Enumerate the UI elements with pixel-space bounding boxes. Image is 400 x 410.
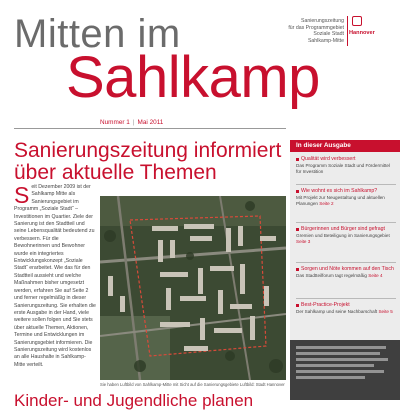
contents-item-title: Qualität wird verbessert — [301, 156, 356, 162]
issue-info — [100, 119, 163, 126]
contents-item-title: Bürgerinnen und Bürger sind gefragt — [301, 226, 385, 232]
contents-item-title: Wie wohnt es sich im Sahlkamp? — [301, 188, 378, 194]
contents-item-text: Mit Projekt zur Neugestaltung und aktuellen Planungen — [296, 195, 385, 207]
multilingual-notice-box — [290, 340, 400, 400]
contents-item-text: Das Programm Soziale Stadt und Fördermittel für Investition — [296, 163, 390, 175]
logo-divider — [347, 16, 348, 46]
article-body-text: eit Dezember 2009 ist der Sahlkamp Mitte als Sanierungsgebiet im Programm „Soziale Stadt“ – Investitionen im Quartier. Ziele der Sanierung ist den Stadtteil und seine Lebensqualität bedeutend zu verbessern. Für die Bewohnerinnen und Bewohner wurde ein integriertes Entwicklungskonzept „Soziale Stadt“ erarbeitet. Wie das für den Stadtteil aussieht und welche Maßnahmen bisher umgesetzt werden, erfahren Sie auf Seite 2 und ferner regelmäßig in dieser Sanierungszeitung. Sie erhalten die erste Ausgabe in der Hand, viele weitere sollen folgen und Sie stets über aktuelle Themen, Aktionen, Termine und Entwicklungen im Sanierungsgebiet informieren. Die Sanierungszeitung wird kostenlos an alle Haushalte in Sahlkamp-Mitte verteilt. — [14, 184, 96, 368]
contents-divider — [296, 184, 396, 185]
contents-item-page: Seite 4 — [368, 273, 383, 279]
photo-caption: Sie haben Luftbild von Sahlkamp-Mitte mit Sicht auf die Sanierungsgebiete Luftbild: Stadt Hannover — [100, 382, 285, 387]
bullet-icon — [296, 158, 299, 161]
contents-divider — [296, 222, 396, 223]
issue-separator: | — [132, 119, 135, 126]
masthead-title-line1: Mitten im — [14, 12, 181, 56]
masthead-subtitle — [276, 18, 344, 44]
bullet-icon — [296, 268, 299, 271]
bullet-icon — [296, 190, 299, 193]
city-logo-text: Hannover — [349, 30, 375, 36]
issue-number: Nummer 1 — [100, 119, 130, 126]
subtitle-line: Soziale Stadt — [313, 31, 344, 38]
bullet-icon — [296, 304, 299, 307]
article-body — [14, 184, 96, 369]
city-logo-icon — [352, 16, 362, 26]
contents-item[interactable] — [296, 302, 396, 315]
masthead-title-line2: Sahlkamp — [66, 45, 320, 110]
contents-item-text: Der Sahlkamp und seine Nachbarschaft — [296, 309, 378, 315]
contents-item-text: Gremien und Beteiligung im Sanierungsgebiet — [296, 233, 390, 239]
contents-item[interactable] — [296, 188, 396, 207]
contents-item-page: Seite 5 — [378, 309, 393, 315]
multilingual-notice-lines — [290, 340, 400, 379]
contents-header-label: In dieser Ausgabe — [296, 142, 351, 149]
contents-item-page: Seite 3 — [296, 239, 311, 245]
contents-item[interactable] — [296, 226, 396, 245]
subtitle-line: Sahlkamp-Mitte — [307, 37, 344, 44]
contents-item-text: Das Stadtteilforum tagt regelmäßig — [296, 273, 367, 279]
issue-date: Mai 2011 — [137, 119, 164, 126]
subtitle-line: für das Programmgebiet — [288, 24, 344, 31]
contents-item[interactable] — [296, 266, 396, 279]
contents-item-page: Seite 2 — [319, 201, 334, 207]
second-article-headline: Kinder- und Jugendliche planen — [14, 391, 254, 410]
subtitle-line: Sanierungszeitung — [301, 18, 344, 24]
bullet-icon — [296, 228, 299, 231]
masthead-rule — [14, 128, 286, 129]
contents-header — [290, 140, 400, 152]
aerial-photo — [100, 196, 286, 380]
aerial-photo-graphic — [100, 196, 286, 380]
contents-item-title: Sorgen und Nöte kommen auf den Tisch — [301, 266, 394, 272]
drop-cap: S — [14, 182, 30, 208]
contents-divider — [296, 262, 396, 263]
contents-divider — [296, 298, 396, 299]
article-headline: Sanierungszeitung informiert über aktuelle Themen — [14, 139, 282, 184]
contents-item-title: Best-Practice-Projekt — [301, 302, 350, 308]
contents-item[interactable] — [296, 156, 396, 175]
